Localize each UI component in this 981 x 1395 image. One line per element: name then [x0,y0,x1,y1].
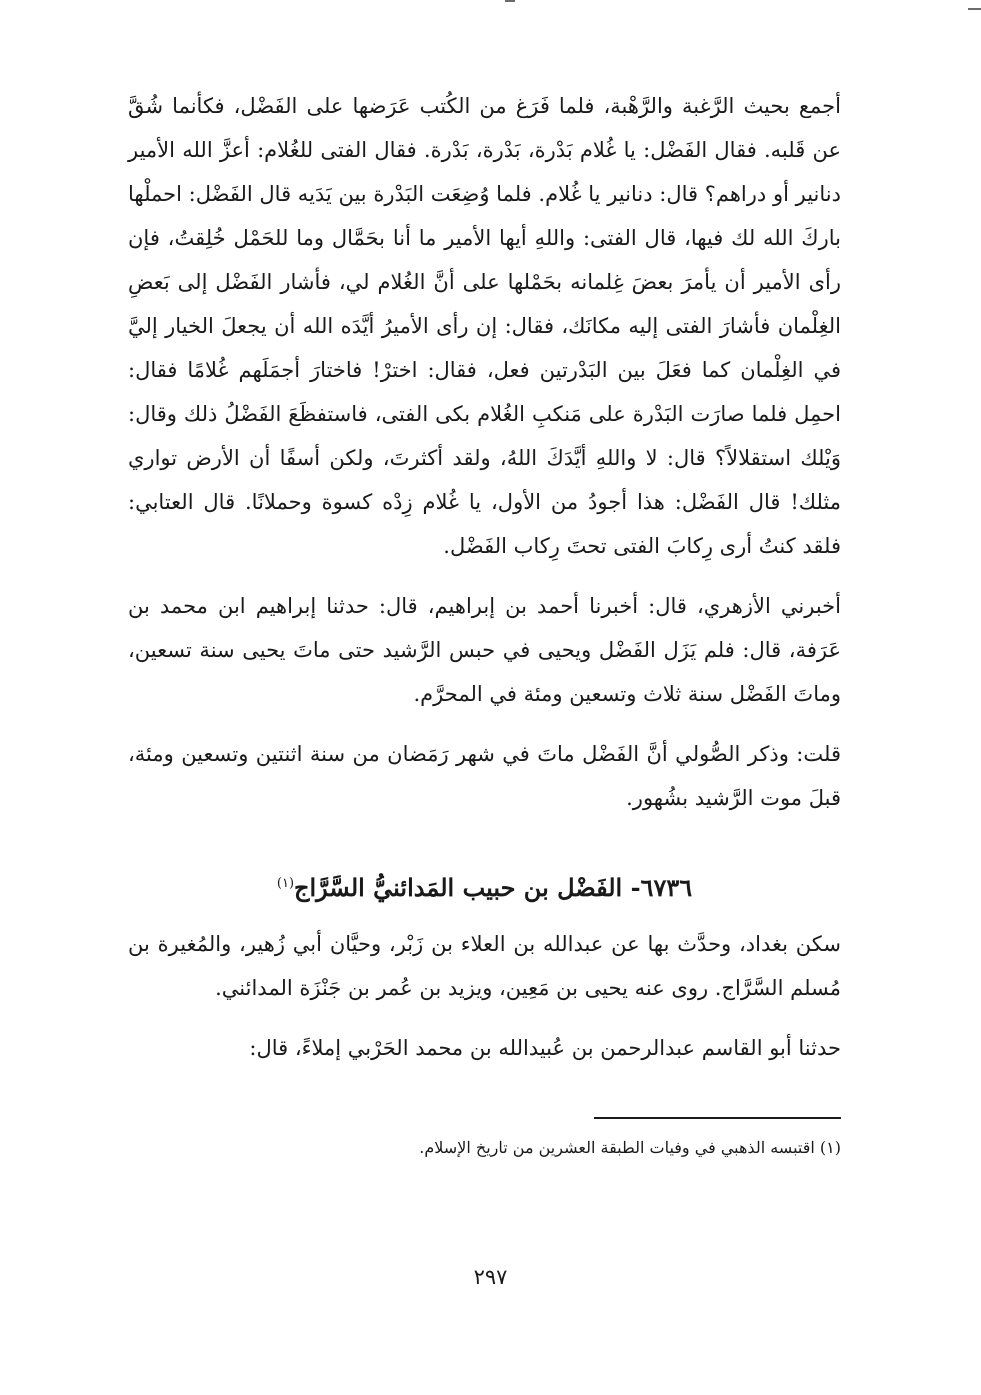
entry-heading [128,860,841,912]
scan-mark-left [505,0,515,2]
footnote: (١) اقتبسه الذهبي في وفيات الطبقة العشرين من تاريخ الإسلام. [419,1138,841,1157]
footnote-reference: (١) [276,876,295,891]
paragraph-author-note: قلت: وذكر الصُّولي أنَّ الفَضْل ماتَ في شهر رَمَضان من سنة اثنتين وتسعين ومئة، قبلَ موت الرَّشيد بشُهور. [128,742,841,810]
paragraph-story: أجمع بحيث الرَّغبة والرَّهْبة، فلما فَرَغ من الكُتب عَرَضها على الفَضْل، فكأنما شُقَّ عن قَلبه. فقال الفَضْل: يا غُلام بَدْرة، بَدْرة، بَدْرة. فقال الفتى للغُلام: أعزَّ الله الأمير دنانير أو دراهم؟ قال: دنانير يا غُلام. فلما وُضِعَت البَدْرة بين يَدَيه قال الفَضْل: احملْها باركَ الله لك فيها، قال الفتى: واللهِ أيها الأمير ما أنا بحَمَّال وما للحَمْل خُلِقتُ، فإن رأى الأمير أن يأمرَ بعضَ غِلمانه بحَمْلها على أنَّ الغُلام لي، فأشار الفَضْل إلى بَعضِ الغِلْمان فأشارَ الفتى إليه مكانَك، فقال: إن رأى الأميرُ أيَّدَه الله أن يجعلَ الخيار إليَّ في الغِلْمان كما فعَلَ بين البَدْرتين فعل، فقال: اخترْ! فاختارَ أجمَلَهم غُلامًا فقال: احمِل فلما صارَت البَدْرة على مَنكبِ الغُلام بكى الفتى، فاستفظَعَ الفَضْلُ ذلك وقال: وَيْلك استقلالاً؟ قال: لا واللهِ أيَّدَكَ اللهُ، ولقد أكثرتَ، ولكن أسفًا أن الأرض تواري مثلك! قال الفَضْل: هذا أجودُ من الأول، يا غُلام زِدْه كسوة وحملانًا. قال العتابي: فلقد كنتُ أرى رِكابَ الفتى تحتَ رِكاب الفَضْل. [128,94,841,558]
entry-body [128,922,841,1070]
scan-mark-right [968,8,981,10]
main-text [128,84,841,820]
entry-heading-text: ٦٧٣٦- الفَضْل بن حبيب المَدائنيُّ السَّرَّاج [294,873,693,902]
entry-paragraph-bio: سكن بغداد، وحدَّث بها عن عبدالله بن العلاء بن زَبْر، وحيَّان أبي زُهير، والمُغيرة بن مُسلم السَّرَّاج. روى عنه يحيى بن مَعِين، ويزيد بن عُمر بن جَنْزَة المدائني. [128,932,841,1000]
paragraph-death-report: أخبرني الأزهري، قال: أخبرنا أحمد بن إبراهيم، قال: حدثنا إبراهيم ابن محمد بن عَرَفة، قال: فلم يَزَل الفَضْل ويحيى في حبس الرَّشيد حتى ماتَ يحيى سنة تسعين، وماتَ الفَضْل سنة ثلاث وتسعين ومئة في المحرَّم. [128,594,841,706]
footnote-divider [594,1117,841,1119]
page-number: ٢٩٧ [473,1265,508,1289]
entry-paragraph-isnad: حدثنا أبو القاسم عبدالرحمن بن عُبيدالله بن محمد الحَرْبي إملاءً، قال: [249,1036,841,1060]
